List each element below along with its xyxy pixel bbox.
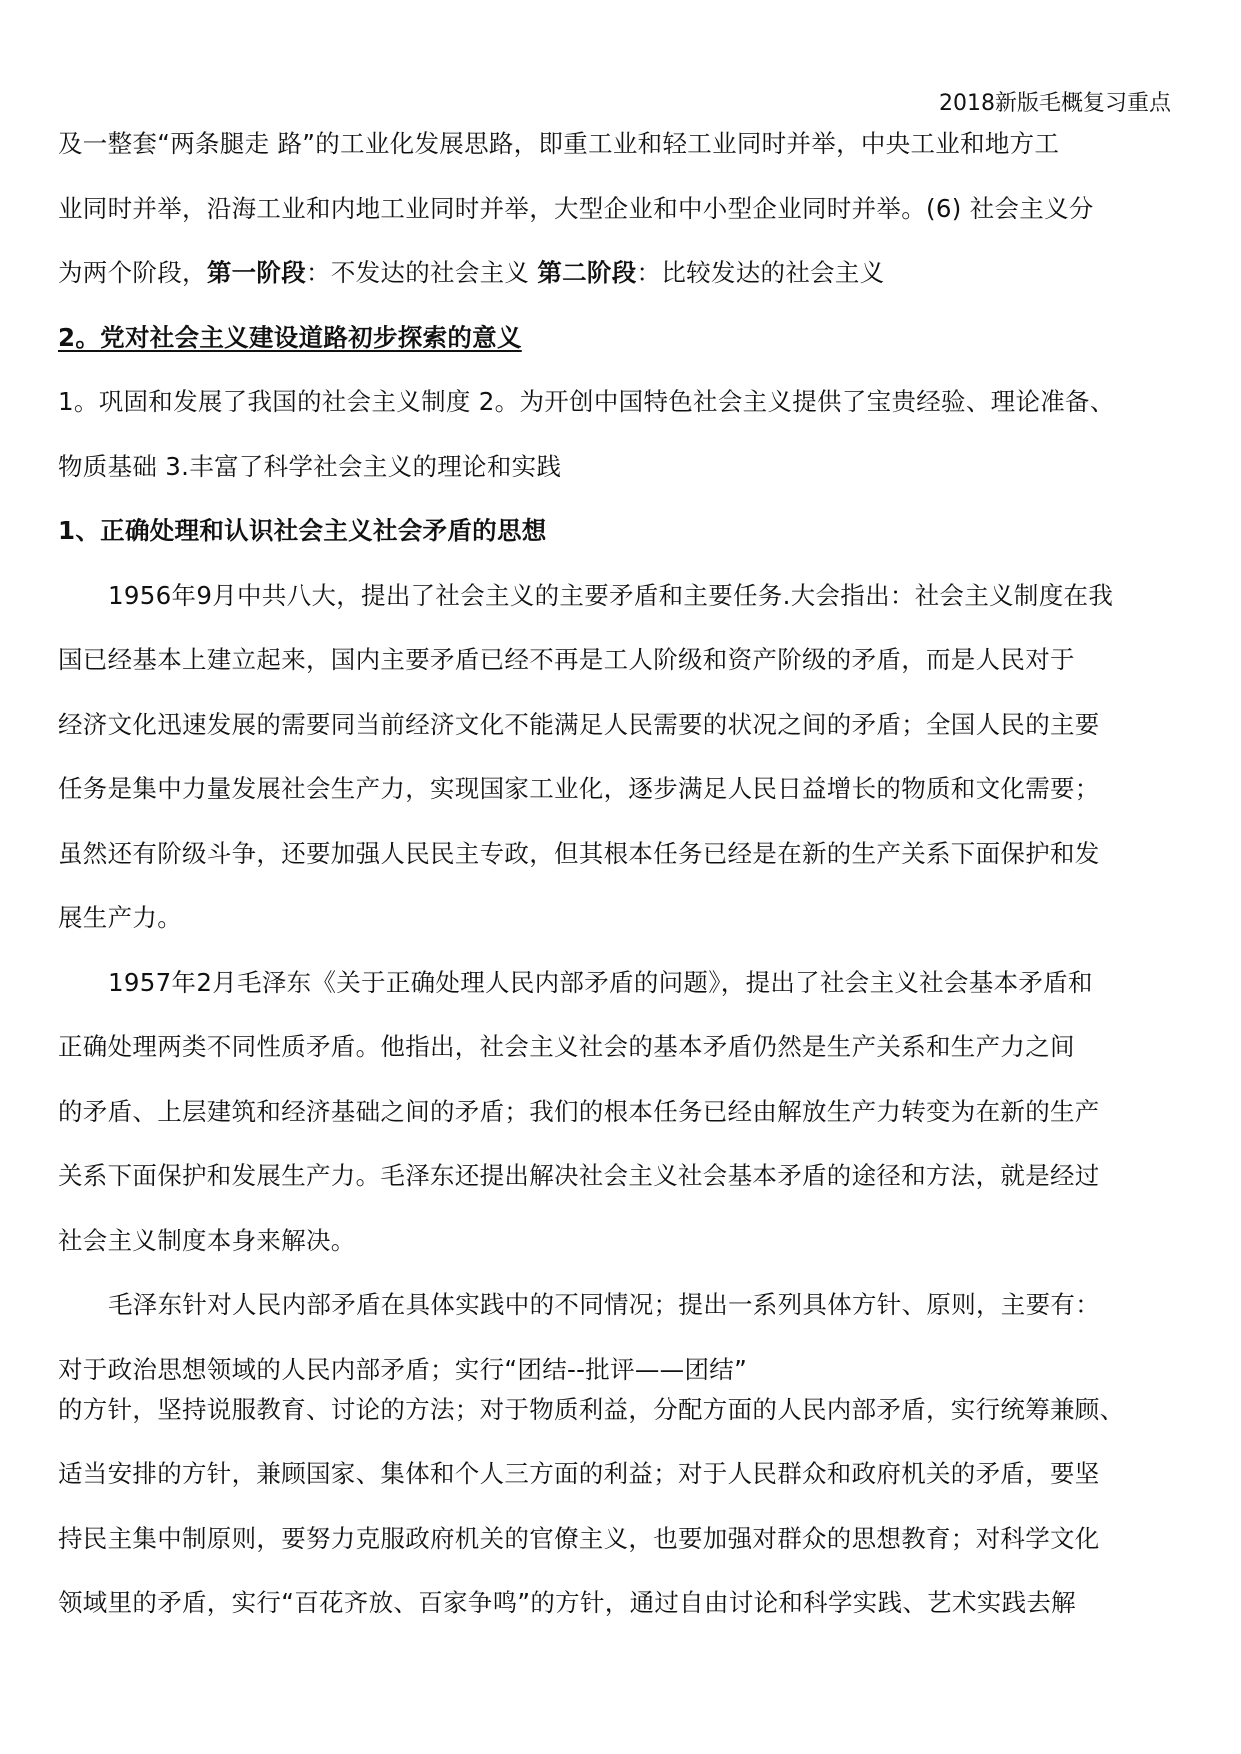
text-line: 任务是集中力量发展社会生产力，实现国家工业化，逐步满足人民日益增长的物质和文化需要； — [58, 774, 1100, 803]
text-line: 虽然还有阶级斗争，还要加强人民民主专政，但其根本任务已经是在新的生产关系下面保护和发 — [58, 838, 1100, 868]
text-line: 持民主集中制原则，要努力克服政府机关的官僚主义，也要加强对群众的思想教育；对科学文化 — [58, 1523, 1100, 1553]
text-line — [58, 257, 1182, 322]
text-line: 物质基础 3.丰富了科学社会主义的理论和实践 — [58, 451, 562, 481]
paragraph-mao-1957 — [58, 967, 1182, 1290]
bold-term-stage-two: 第二阶段 — [537, 258, 637, 287]
text-line: 的方针，坚持说服教育、讨论的方法；对于物质利益，分配方面的人民内部矛盾，实行统筹兼顾、 — [58, 1394, 1125, 1424]
text-span: 为两个阶段， — [58, 258, 207, 287]
text-line: 的矛盾、上层建筑和经济基础之间的矛盾；我们的根本任务已经由解放生产力转变为在新的生产 — [58, 1096, 1100, 1126]
text-line: 1。巩固和发展了我国的社会主义制度 2。为开创中国特色社会主义提供了宝贵经验、理论准备、 — [58, 387, 1115, 416]
paragraph-policies — [58, 1289, 1182, 1652]
text-line: 社会主义制度本身来解决。 — [58, 1225, 356, 1255]
text-line: 及一整套“两条腿走 路”的工业化发展思路，即重工业和轻工业同时并举，中央工业和地方工 — [58, 129, 1060, 158]
page-header: 2018新版毛概复习重点 — [939, 91, 1171, 116]
paragraph-significance — [58, 386, 1182, 515]
text-line: 国已经基本上建立起来，国内主要矛盾已经不再是工人阶级和资产阶级的矛盾，而是人民对于 — [58, 645, 1075, 674]
paragraph-industrialization — [58, 128, 1182, 322]
text-line: 毛泽东针对人民内部矛盾在具体实践中的不同情况；提出一系列具体方针、原则，主要有： — [108, 1290, 1100, 1319]
section-heading-contradictions: 1、正确处理和认识社会主义社会矛盾的思想 — [58, 516, 547, 545]
text-line: 对于政治思想领域的人民内部矛盾；实行“团结--批评——团结” — [58, 1354, 748, 1384]
text-line: 领域里的矛盾，实行“百花齐放、百家争鸣”的方针，通过自由讨论和科学实践、艺术实践去解 — [58, 1588, 1076, 1617]
paragraph-eighth-congress — [58, 580, 1182, 967]
text-line: 展生产力。 — [58, 903, 182, 932]
bold-term-stage-one: 第一阶段 — [206, 258, 307, 287]
text-span: ：不发达的社会主义 — [306, 258, 538, 287]
text-line: 关系下面保护和发展生产力。毛泽东还提出解决社会主义社会基本矛盾的途径和方法，就是经过 — [58, 1161, 1100, 1190]
text-line: 业同时并举，沿海工业和内地工业同时并举，大型企业和中小型企业同时并举。(6) 社会主义分 — [58, 193, 1094, 223]
text-line: 适当安排的方针，兼顾国家、集体和个人三方面的利益；对于人民群众和政府机关的矛盾，要坚 — [58, 1459, 1100, 1488]
text-line: 经济文化迅速发展的需要同当前经济文化不能满足人民需要的状况之间的矛盾；全国人民的主要 — [58, 709, 1100, 739]
text-line: 1956年9月中共八大，提出了社会主义的主要矛盾和主要任务.大会指出：社会主义制度在我 — [108, 580, 1114, 610]
text-span: ：比较发达的社会主义 — [636, 258, 885, 287]
section-heading-significance: 2。党对社会主义建设道路初步探索的意义 — [58, 322, 522, 352]
text-line: 正确处理两类不同性质矛盾。他指出，社会主义社会的基本矛盾仍然是生产关系和生产力之间 — [58, 1032, 1075, 1061]
document-body — [58, 128, 1182, 1652]
text-line: 1957年2月毛泽东《关于正确处理人民内部矛盾的问题》，提出了社会主义社会基本矛盾和 — [108, 967, 1093, 997]
